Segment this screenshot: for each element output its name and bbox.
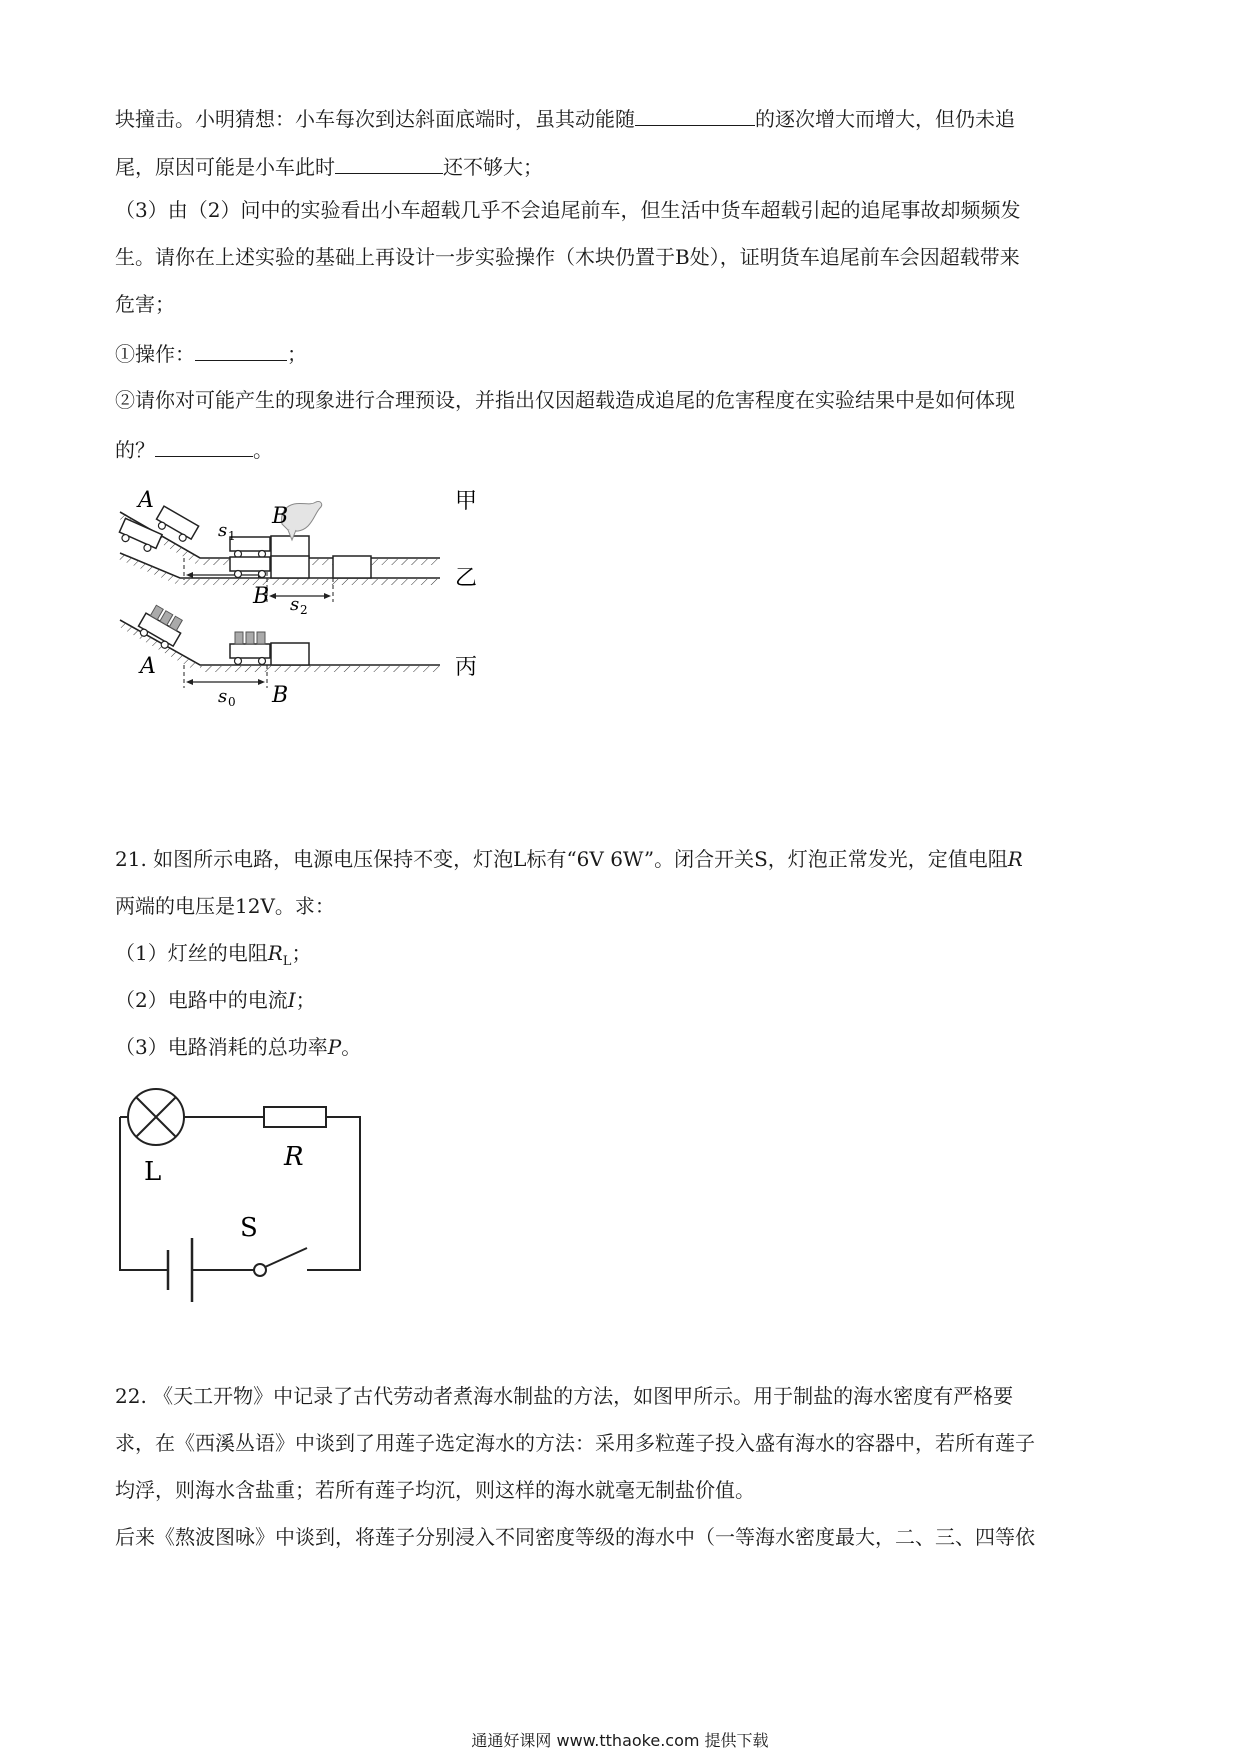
- label-sub: 0: [228, 695, 236, 709]
- q20-line5: 危害；: [115, 292, 175, 316]
- panel-bing: [116, 603, 477, 709]
- q21-text: （2）电路中的电流: [115, 988, 288, 1012]
- label-sub: 2: [300, 603, 308, 617]
- label-b: B: [272, 504, 289, 529]
- q20-text: 的？: [115, 438, 155, 462]
- wood-block: [271, 643, 309, 665]
- q20-text: 块撞击。小明猜想：小车每次到达斜面底端时，虽其动能随: [115, 107, 635, 131]
- q20-line1: [115, 103, 1015, 133]
- switch-icon: [254, 1248, 307, 1276]
- page-footer: 通通好课网 www.tthaoke.com 提供下载: [471, 1731, 769, 1750]
- q21-var: R: [267, 941, 283, 965]
- loaded-cart-on-slope: [135, 603, 186, 652]
- q22-line3: 均浮，则海水含盐重；若所有莲子均沉，则这样的海水就毫无制盐价值。: [115, 1478, 755, 1502]
- q20-text: 还不够大；: [443, 155, 543, 179]
- q22-line2: 求，在《西溪丛语》中谈到了用莲子选定海水的方法：采用多粒莲子投入盛有海水的容器中，若所有莲子: [115, 1431, 1035, 1455]
- q20-text: ①操作：: [115, 342, 195, 366]
- label-sub: 1: [228, 529, 236, 543]
- resistor-label: R: [284, 1142, 304, 1172]
- cart-slope-figure: [110, 480, 490, 780]
- q21-line2: 两端的电压是12V。求：: [115, 894, 335, 918]
- label-a: A: [138, 488, 154, 513]
- q20-line4: 生。请你在上述实验的基础上再设计一步实验操作（木块仍置于B处），证明货车追尾前车会因超载带来: [115, 245, 1020, 269]
- switch-label: S: [240, 1213, 258, 1243]
- q21-sub: L: [282, 954, 292, 969]
- wood-block-end: [333, 556, 371, 578]
- wood-block-start: [271, 556, 309, 578]
- answer-blank[interactable]: [155, 434, 253, 457]
- panel-label: 丙: [455, 655, 478, 680]
- label-s: s: [218, 686, 228, 707]
- q20-text: 尾，原因可能是小车此时: [115, 155, 335, 179]
- q20-text: 的逐次增大而增大，但仍未追: [755, 107, 1015, 131]
- q20-text: ；: [287, 342, 307, 366]
- circuit-figure: [112, 1080, 372, 1310]
- q21-var: I: [287, 988, 296, 1012]
- q20-line7: ②请你对可能产生的现象进行合理预设，并指出仅因超载造成追尾的危害程度在实验结果中是如何体现: [115, 388, 1015, 412]
- answer-blank[interactable]: [635, 103, 755, 126]
- q21-line3: [115, 939, 311, 976]
- wood-block: [271, 536, 309, 558]
- answer-blank[interactable]: [335, 151, 443, 174]
- label-b: B: [253, 584, 270, 609]
- label-b: B: [272, 683, 289, 708]
- q20-line3: （3）由（2）问中的实验看出小车超载几乎不会追尾前车，但生活中货车超载引起的追尾事故却频频发: [115, 198, 1021, 222]
- q21-line4: [115, 986, 316, 1014]
- resistor-icon: [264, 1107, 326, 1127]
- answer-blank[interactable]: [195, 338, 287, 361]
- label-s: s: [290, 594, 300, 615]
- q21-text: ；: [295, 988, 316, 1012]
- battery-icon: [168, 1238, 192, 1302]
- q21-var: P: [327, 1035, 342, 1059]
- q21-text: （1）灯丝的电阻: [115, 941, 268, 965]
- cart-at-b: [230, 537, 270, 558]
- q21-line5: [115, 1033, 361, 1061]
- panel-label: 甲: [455, 489, 478, 514]
- lamp-icon: [128, 1089, 184, 1145]
- q21-text: 。: [341, 1035, 362, 1059]
- panel-label: 乙: [455, 566, 478, 591]
- lamp-label: L: [144, 1157, 162, 1187]
- q20-line6: [115, 338, 307, 368]
- label-s: s: [218, 520, 228, 541]
- q21-text: （3）电路消耗的总功率: [115, 1035, 328, 1059]
- q20-line2: [115, 151, 543, 181]
- q20-text: 。: [253, 438, 273, 462]
- loaded-cart-at-b: [230, 632, 270, 665]
- q21-var-r: R: [1007, 847, 1023, 871]
- label-a: A: [140, 654, 156, 679]
- q22-line1: 22. 《天工开物》中记录了古代劳动者煮海水制盐的方法，如图甲所示。用于制盐的海水密度有严格要: [115, 1384, 1014, 1408]
- q22-line4: 后来《熬波图咏》中谈到，将莲子分别浸入不同密度等级的海水中（一等海水密度最大，二、三、四等依: [115, 1525, 1035, 1549]
- panel-yi: [116, 518, 477, 617]
- q21-line1: [115, 845, 1023, 873]
- q21-text: ；: [291, 941, 312, 965]
- cart-on-slope: [117, 518, 162, 554]
- q21-text: 21. 如图所示电路，电源电压保持不变，灯泡L标有“6V 6W”。闭合开关S，灯泡正常发光，定值电阻: [115, 847, 1008, 871]
- q20-line8: [115, 434, 273, 464]
